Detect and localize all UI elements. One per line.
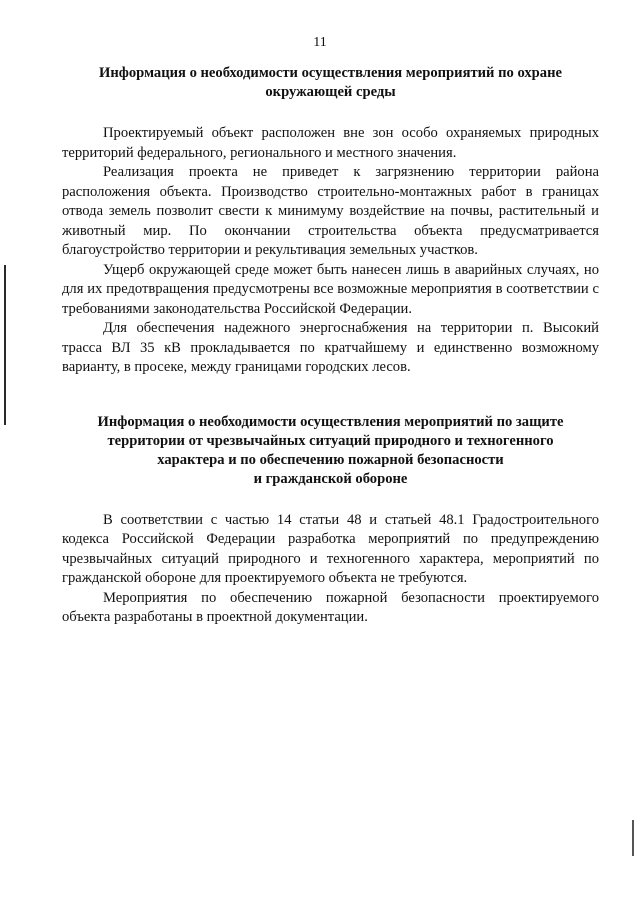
page-number: 11: [313, 35, 327, 50]
emergency-title-line-4: и гражданской обороне: [253, 470, 408, 487]
emergency-section-title: [62, 413, 599, 489]
emergency-section: [62, 413, 599, 628]
environment-section: [62, 64, 599, 378]
document-body: [62, 64, 599, 628]
emergency-title-line-2: территории от чрезвычайных ситуаций природного и техногенного: [107, 432, 554, 449]
environment-paragraph-1: Проектируемый объект расположен вне зон особо охраняемых природных территорий федерального, регионального и местного значения.: [62, 125, 599, 161]
spacer: [62, 489, 599, 511]
environment-section-title: [62, 64, 599, 102]
right-scan-mark: [632, 820, 634, 856]
environment-paragraph-4: Для обеспечения надежного энергоснабжения на территории п. Высокий трасса ВЛ 35 кВ прокладывается по кратчайшему и единственно возможному варианту, в просеке, между границами городских лесов.: [62, 320, 599, 375]
environment-paragraph-3: Ущерб окружающей среде может быть нанесен лишь в аварийных случаях, но для их предотвращения предусмотрены все возможные мероприятия в соответствии с требованиями законодательства Российской Федерации.: [62, 261, 599, 317]
left-binding-mark: [4, 265, 6, 425]
environment-title-line-2: окружающей среды: [265, 84, 396, 100]
spacer: [62, 102, 599, 124]
emergency-title-line-1: Информация о необходимости осуществления мероприятий по защите: [97, 413, 564, 430]
emergency-title-line-3: характера и по обеспечению пожарной безопасности: [157, 451, 504, 468]
environment-paragraph-2: Реализация проекта не приведет к загрязнению территории района расположения объекта. Производство строительно-монтажных работ в границах отвода земель позволит свести к минимуму воздействие на почвы, растительный и животный мир. По окончании строительства объекта предусматривается благоустройство территории и рекультивация земельных участков.: [62, 164, 599, 258]
emergency-paragraph-2: Мероприятия по обеспечению пожарной безопасности проектируемого объекта разработаны в проектной документации.: [62, 589, 599, 625]
environment-title-line-1: Информация о необходимости осуществления мероприятий по охране: [99, 65, 562, 81]
emergency-paragraph-1: В соответствии с частью 14 статьи 48 и статьей 48.1 Градостроительного кодекса Российской Федерации разработка мероприятий по предупреждению чрезвычайных ситуаций природного и техногенного характера, мероприятий по гражданской обороне для проектируемого объекта не требуются.: [62, 511, 599, 586]
